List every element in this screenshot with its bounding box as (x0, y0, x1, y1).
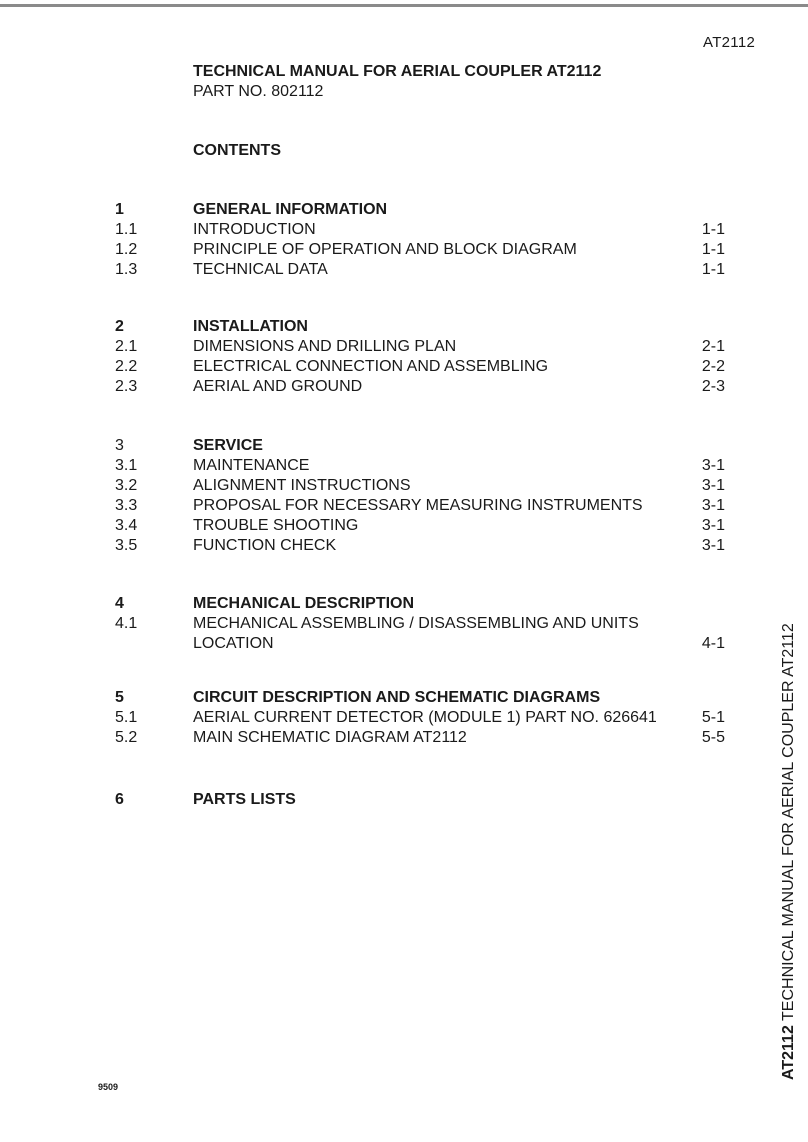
toc-entry (115, 536, 735, 556)
entry-title: TECHNICAL DATA (193, 261, 328, 278)
toc-entry (115, 337, 735, 357)
entry-page: 1-1 (701, 241, 725, 258)
top-rule (0, 4, 808, 7)
document-title: TECHNICAL MANUAL FOR AERIAL COUPLER AT2112 (193, 63, 602, 80)
toc-section-5 (115, 688, 735, 748)
entry-page: 3-1 (701, 477, 725, 494)
toc-section-6 (115, 790, 735, 810)
section-number: 3 (115, 437, 124, 454)
toc-section-2 (115, 317, 735, 397)
section-title: SERVICE (193, 437, 263, 454)
entry-title: ELECTRICAL CONNECTION AND ASSEMBLING (193, 358, 549, 375)
toc-entry (115, 357, 735, 377)
entry-title: LOCATION (193, 635, 274, 652)
entry-number: 3.5 (115, 537, 138, 554)
entry-number: 1.1 (115, 221, 138, 238)
entry-title: MAIN SCHEMATIC DIAGRAM AT2112 (193, 729, 467, 746)
vertical-side-title (780, 623, 798, 1080)
toc-entry (115, 377, 735, 397)
entry-page: 2-3 (701, 378, 725, 395)
entry-number: 3.2 (115, 477, 138, 494)
toc-entry (115, 260, 735, 280)
entry-page: 2-2 (701, 358, 725, 375)
entry-page: 3-1 (701, 457, 725, 474)
side-title-model: AT2112 (780, 1025, 797, 1080)
entry-number: 5.2 (115, 729, 138, 746)
section-title: INSTALLATION (193, 318, 308, 335)
entry-number: 4.1 (115, 615, 138, 632)
entry-page: 3-1 (701, 537, 725, 554)
toc-section-1 (115, 200, 735, 280)
part-number: PART NO. 802112 (193, 83, 324, 100)
toc-entry (115, 634, 735, 654)
entry-page: 5-5 (701, 729, 725, 746)
header-model-code: AT2112 (703, 34, 756, 51)
section-number: 2 (115, 318, 124, 335)
entry-page: 1-1 (701, 221, 725, 238)
section-number: 5 (115, 689, 124, 706)
toc-entry (115, 728, 735, 748)
section-title: GENERAL INFORMATION (193, 201, 388, 218)
entry-title: DIMENSIONS AND DRILLING PLAN (193, 338, 457, 355)
entry-title: FUNCTION CHECK (193, 537, 337, 554)
entry-number: 2.2 (115, 358, 138, 375)
entry-page: 3-1 (701, 517, 725, 534)
entry-page: 2-1 (701, 338, 725, 355)
entry-title: PRINCIPLE OF OPERATION AND BLOCK DIAGRAM (193, 241, 577, 258)
entry-page: 3-1 (701, 497, 725, 514)
entry-title: INTRODUCTION (193, 221, 316, 238)
toc-section-heading (115, 790, 735, 810)
entry-number: 2.1 (115, 338, 138, 355)
entry-title: TROUBLE SHOOTING (193, 517, 359, 534)
section-number: 4 (115, 595, 124, 612)
entry-title: PROPOSAL FOR NECESSARY MEASURING INSTRUMENTS (193, 497, 643, 514)
toc-entry (115, 240, 735, 260)
entry-title: AERIAL AND GROUND (193, 378, 363, 395)
toc-section-heading (115, 200, 735, 220)
toc-section-heading (115, 436, 735, 456)
toc-entry (115, 708, 735, 728)
section-number: 1 (115, 201, 124, 218)
entry-number: 3.4 (115, 517, 138, 534)
toc-section-heading (115, 688, 735, 708)
entry-title: AERIAL CURRENT DETECTOR (MODULE 1) PART NO. 626641 (193, 709, 657, 726)
toc-entry (115, 476, 735, 496)
toc-section-heading (115, 594, 735, 614)
toc-entry (115, 220, 735, 240)
entry-page: 5-1 (701, 709, 725, 726)
toc-section-4 (115, 594, 735, 654)
entry-number: 1.3 (115, 261, 138, 278)
toc-entry (115, 614, 735, 634)
entry-title: ALIGNMENT INSTRUCTIONS (193, 477, 411, 494)
side-title-text: TECHNICAL MANUAL FOR AERIAL COUPLER AT2112 (780, 623, 797, 1021)
contents-heading: CONTENTS (193, 142, 281, 159)
entry-page: 4-1 (701, 635, 725, 652)
toc-section-heading (115, 317, 735, 337)
section-number: 6 (115, 791, 124, 808)
entry-number: 5.1 (115, 709, 138, 726)
toc-entry (115, 516, 735, 536)
entry-number: 1.2 (115, 241, 138, 258)
section-title: MECHANICAL DESCRIPTION (193, 595, 415, 612)
entry-title: MAINTENANCE (193, 457, 310, 474)
entry-title: MECHANICAL ASSEMBLING / DISASSEMBLING AND UNITS (193, 615, 639, 632)
footer-code: 9509 (98, 1082, 119, 1092)
toc-entry (115, 456, 735, 476)
section-title: PARTS LISTS (193, 791, 296, 808)
entry-number: 2.3 (115, 378, 138, 395)
toc-entry (115, 496, 735, 516)
toc-section-3 (115, 436, 735, 556)
entry-page: 1-1 (701, 261, 725, 278)
entry-number: 3.1 (115, 457, 138, 474)
section-title: CIRCUIT DESCRIPTION AND SCHEMATIC DIAGRAMS (193, 689, 601, 706)
entry-number: 3.3 (115, 497, 138, 514)
